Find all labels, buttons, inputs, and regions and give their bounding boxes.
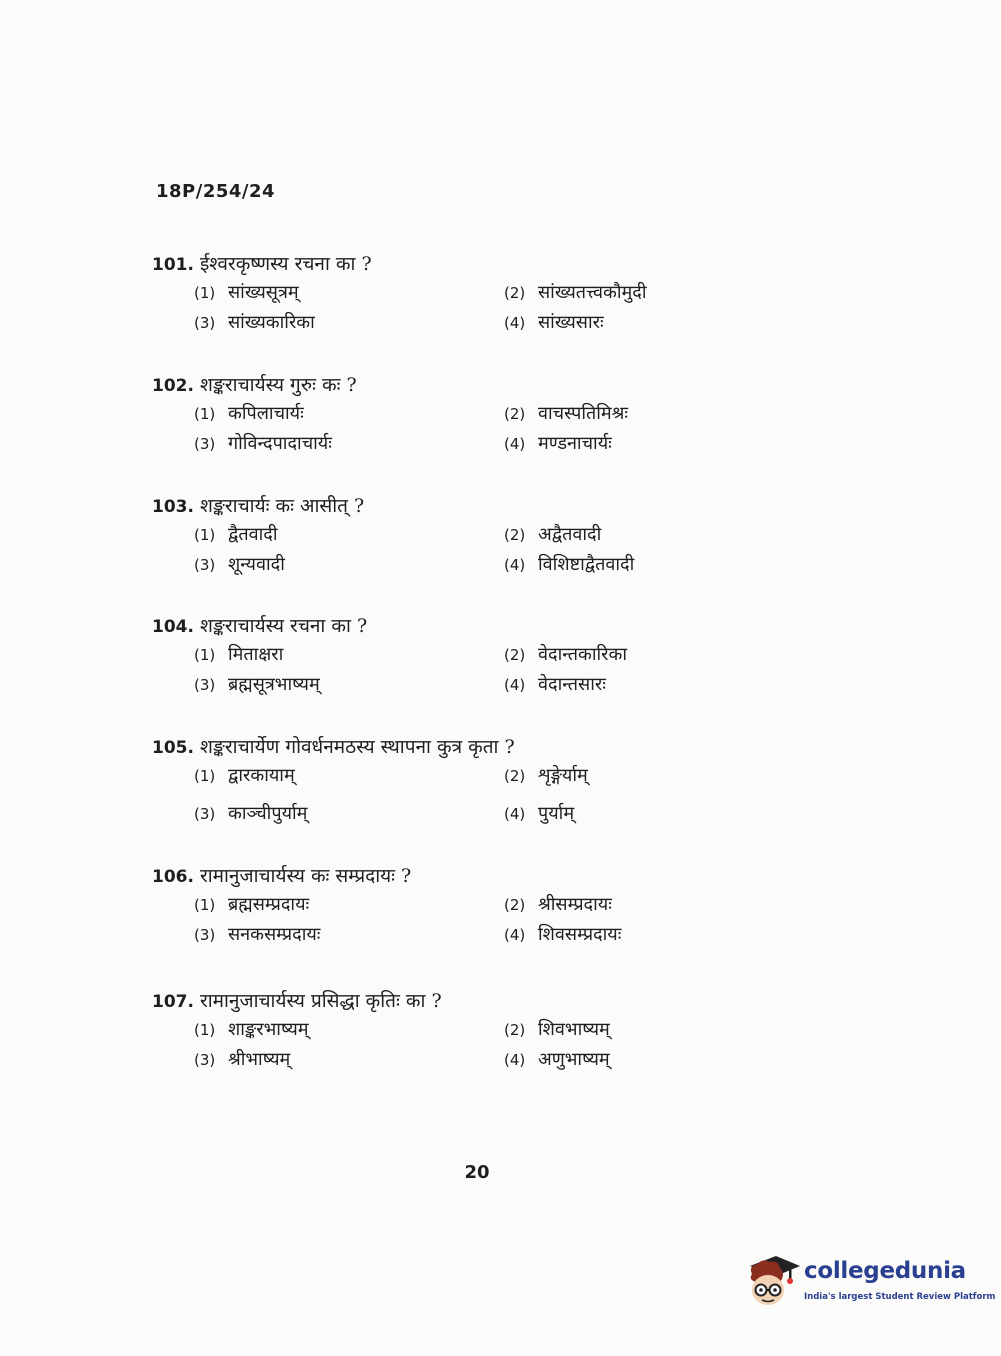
option-4: (4) शिवसम्प्रदायः (504, 924, 622, 945)
option-3: (3) सनकसम्प्रदायः (194, 924, 321, 945)
option-1: (1) द्वैतवादी (194, 524, 278, 545)
question-105 (152, 733, 872, 825)
question-103 (152, 492, 872, 576)
option-1: (1) कपिलाचार्यः (194, 403, 304, 424)
brand-tagline: India's largest Student Review Platform (804, 1292, 996, 1302)
page-number: 20 (464, 1162, 490, 1183)
option-3: (3) काञ्चीपुर्याम् (194, 803, 308, 824)
option-3: (3) गोविन्दपादाचार्यः (194, 433, 332, 454)
question-text: शङ्कराचार्यस्य गुरुः कः ? (199, 374, 357, 396)
option-4: (4) वेदान्तसारः (504, 674, 606, 695)
option-4: (4) सांख्यसारः (504, 312, 604, 333)
option-2: (2) सांख्यतत्त्वकौमुदी (504, 282, 647, 303)
paper-code: 18P/254/24 (156, 181, 276, 202)
option-2: (2) शिवभाष्यम् (504, 1019, 610, 1040)
question-number: 102. (152, 376, 194, 396)
option-2: (2) वेदान्तकारिका (504, 644, 628, 665)
option-3: (3) शून्यवादी (194, 554, 285, 575)
option-1: (1) मिताक्षरा (194, 644, 284, 665)
question-text: शङ्कराचार्यः कः आसीत् ? (199, 495, 365, 517)
option-1: (1) शाङ्करभाष्यम् (194, 1019, 309, 1040)
question-number: 107. (152, 992, 194, 1012)
question-number: 105. (152, 738, 194, 758)
brand-name: collegedunia (804, 1258, 966, 1284)
option-3: (3) सांख्यकारिका (194, 312, 315, 333)
question-text: ईश्वरकृष्णस्य रचना का ? (199, 253, 372, 275)
question-text: शङ्कराचार्यस्य रचना का ? (199, 615, 368, 637)
option-2: (2) अद्वैतवादी (504, 524, 602, 545)
question-text: शङ्कराचार्येण गोवर्धनमठस्य स्थापना कुत्र कृता ? (199, 736, 515, 758)
option-4: (4) पुर्याम् (504, 803, 575, 824)
brand-watermark[interactable] (742, 1252, 996, 1312)
question-106 (152, 862, 872, 946)
question-102 (152, 371, 872, 455)
option-1: (1) द्वारकायाम् (194, 765, 295, 786)
option-3: (3) ब्रह्मसूत्रभाष्यम् (194, 674, 320, 695)
question-text: रामानुजाचार्यस्य कः सम्प्रदायः ? (199, 865, 412, 887)
question-text: रामानुजाचार्यस्य प्रसिद्धा कृतिः का ? (199, 990, 442, 1012)
option-2: (2) श्रीसम्प्रदायः (504, 894, 612, 915)
option-4: (4) विशिष्टाद्वैतवादी (504, 554, 635, 575)
question-104 (152, 612, 872, 696)
question-number: 106. (152, 867, 194, 887)
mascot-graduation-cap-icon (742, 1252, 800, 1310)
question-number: 104. (152, 617, 194, 637)
option-4: (4) मण्डनाचार्यः (504, 433, 612, 454)
option-2: (2) शृङ्गेर्याम् (504, 765, 588, 786)
option-3: (3) श्रीभाष्यम् (194, 1049, 291, 1070)
question-101 (152, 250, 872, 334)
question-number: 103. (152, 497, 194, 517)
option-4: (4) अणुभाष्यम् (504, 1049, 610, 1070)
option-1: (1) सांख्यसूत्रम् (194, 282, 299, 303)
option-1: (1) ब्रह्मसम्प्रदायः (194, 894, 310, 915)
question-107 (152, 987, 872, 1071)
question-number: 101. (152, 255, 194, 275)
option-2: (2) वाचस्पतिमिश्रः (504, 403, 629, 424)
